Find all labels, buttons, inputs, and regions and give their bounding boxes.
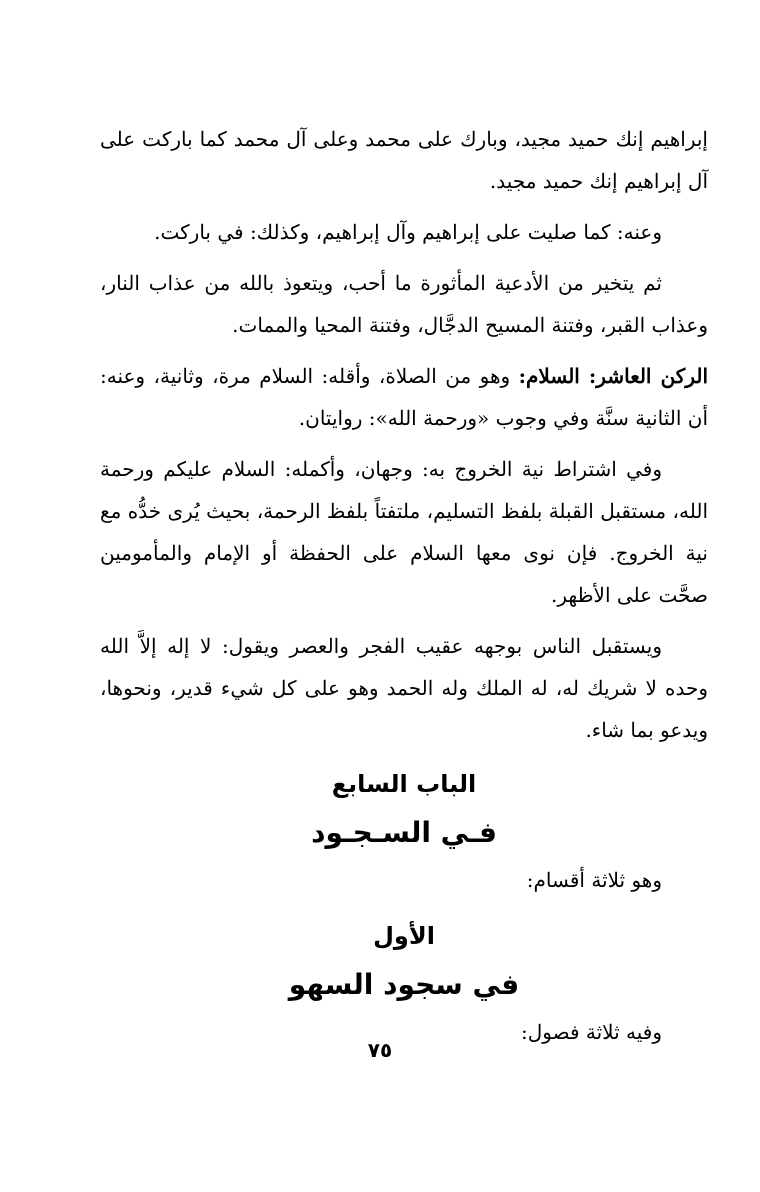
- paragraph-4: [100, 355, 708, 439]
- page-number: ٧٥: [367, 1038, 393, 1062]
- paragraph-5: وفي اشتراط نية الخروج به: وجهان، وأكمله: السلام عليكم ورحمة الله، مستقبل القبلة بلفظ التسليم، ملتفتاً بلفظ الرحمة، بحيث يُرى خدُّه مع نية الخروج. فإن نوى معها السلام على الحفظة أو الإمام والمأمومين صحَّت على الأظهر.: [100, 457, 708, 607]
- paragraph-3: ثم يتخير من الأدعية المأثورة ما أحب، ويتعوذ بالله من عذاب النار، وعذاب القبر، وفتنة المسيح الدجَّال، وفتنة المحيا والممات.: [100, 271, 708, 337]
- page-body: [100, 118, 708, 1053]
- chapter-subtitle: فـي السـجـود: [311, 816, 497, 849]
- paragraph-6: ويستقبل الناس بوجهه عقيب الفجر والعصر ويقول: لا إله إلاَّ الله وحده لا شريك له، له الملك وله الحمد وهو على كل شيء قدير، ونحوها، ويدعو بما شاء.: [100, 634, 708, 742]
- part-intro: وفيه ثلاثة فصول:: [521, 1020, 662, 1044]
- paragraph-2: وعنه: كما صليت على إبراهيم وآل إبراهيم، وكذلك: في باركت.: [154, 220, 662, 244]
- chapter-title: الباب السابع: [331, 770, 477, 798]
- chapter-intro: وهو ثلاثة أقسام:: [526, 868, 662, 892]
- paragraph-1: إبراهيم إنك حميد مجيد، وبارك على محمد وعلى آل محمد كما باركت على آل إبراهيم إنك حميد مجيد.: [100, 127, 708, 193]
- pillar-heading: الركن العاشر: السلام:: [518, 364, 709, 388]
- part-subtitle: في سجود السهو: [288, 968, 520, 1001]
- part-title: الأول: [373, 922, 435, 950]
- paragraph-4-body: وهو من الصلاة، وأقله: السلام مرة، وثانية، وعنه: أن الثانية سنَّة وفي وجوب «ورحمة الله»: روايتان.: [100, 364, 708, 430]
